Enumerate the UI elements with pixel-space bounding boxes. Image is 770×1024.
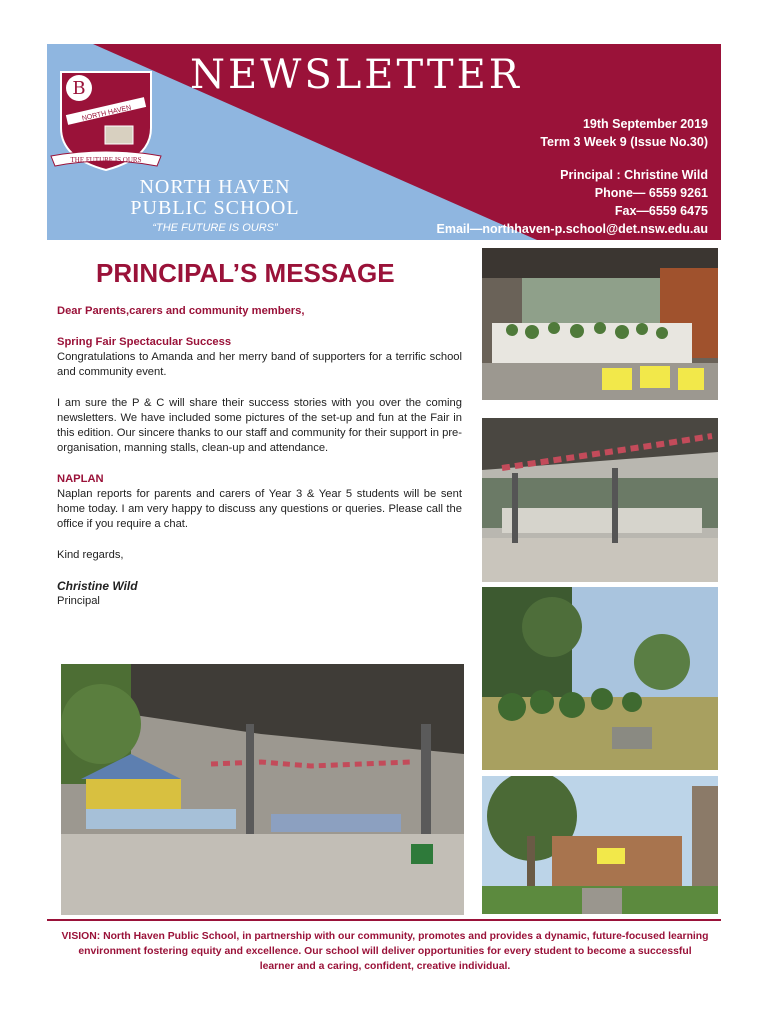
- svg-text:B: B: [72, 78, 86, 99]
- svg-text:THE FUTURE IS OURS: THE FUTURE IS OURS: [70, 156, 142, 164]
- email-address[interactable]: Email—northhaven-p.school@det.nsw.edu.au: [436, 222, 708, 236]
- covered-area-stalls-photo: [482, 418, 718, 582]
- school-name: NORTH HAVEN PUBLIC SCHOOL: [130, 176, 300, 219]
- principal-name: Principal : Christine Wild: [560, 168, 708, 182]
- fax-number: Fax—6559 6475: [614, 204, 708, 218]
- plant-stall-table-photo: [482, 248, 718, 400]
- school-crest-logo: [47, 58, 165, 176]
- phone-number: Phone— 6559 9261: [594, 186, 708, 200]
- newsletter-title: NEWSLETTER: [190, 52, 522, 98]
- covered-area-marquee-photo: [61, 664, 464, 915]
- paragraph: I am sure the P & C will share their success stories with you over the coming newsletters. We have included some pictures of the set-up and fun at the Fair in this edition. Our sincere thanks to our staff and community for their support in pre-organisation, manning stalls, clean-up and attendance.: [57, 397, 462, 454]
- school-grounds-photo: [482, 776, 718, 914]
- paragraph: Congratulations to Amanda and her merry band of supporters for a terrific school and community event.: [57, 351, 462, 378]
- signature: Christine Wild: [57, 579, 138, 593]
- footer-divider: [47, 919, 721, 921]
- section-heading: NAPLAN: [57, 473, 104, 485]
- closing: Kind regards,: [57, 549, 124, 561]
- paragraph: Naplan reports for parents and carers of Year 3 & Year 5 students will be sent home today. I am very happy to discuss any questions or queries. Please call the office if you require a chat.: [57, 488, 462, 530]
- signature-role: Principal: [57, 595, 100, 607]
- garden-plants-photo: [482, 587, 718, 770]
- vision-statement: VISION: North Haven Public School, in partnership with our community, promotes and provides a dynamic, future-focused learning environment fostering equity and excellence. Our school will deliver opportunities for every student to become a successful learner and a caring, confident, creative individual.: [61, 931, 709, 972]
- svg-text:NORTH HAVEN: NORTH HAVEN: [81, 104, 132, 123]
- principal-message-body: [57, 304, 462, 609]
- section-heading: Spring Fair Spectacular Success: [57, 336, 232, 348]
- principal-message-title: PRINCIPAL’S MESSAGE: [96, 258, 395, 288]
- school-motto: “THE FUTURE IS OURS”: [152, 222, 278, 234]
- greeting: Dear Parents,carers and community members,: [57, 305, 305, 317]
- issue-term-week: Term 3 Week 9 (Issue No.30): [540, 135, 708, 149]
- issue-date: 19th September 2019: [582, 117, 708, 131]
